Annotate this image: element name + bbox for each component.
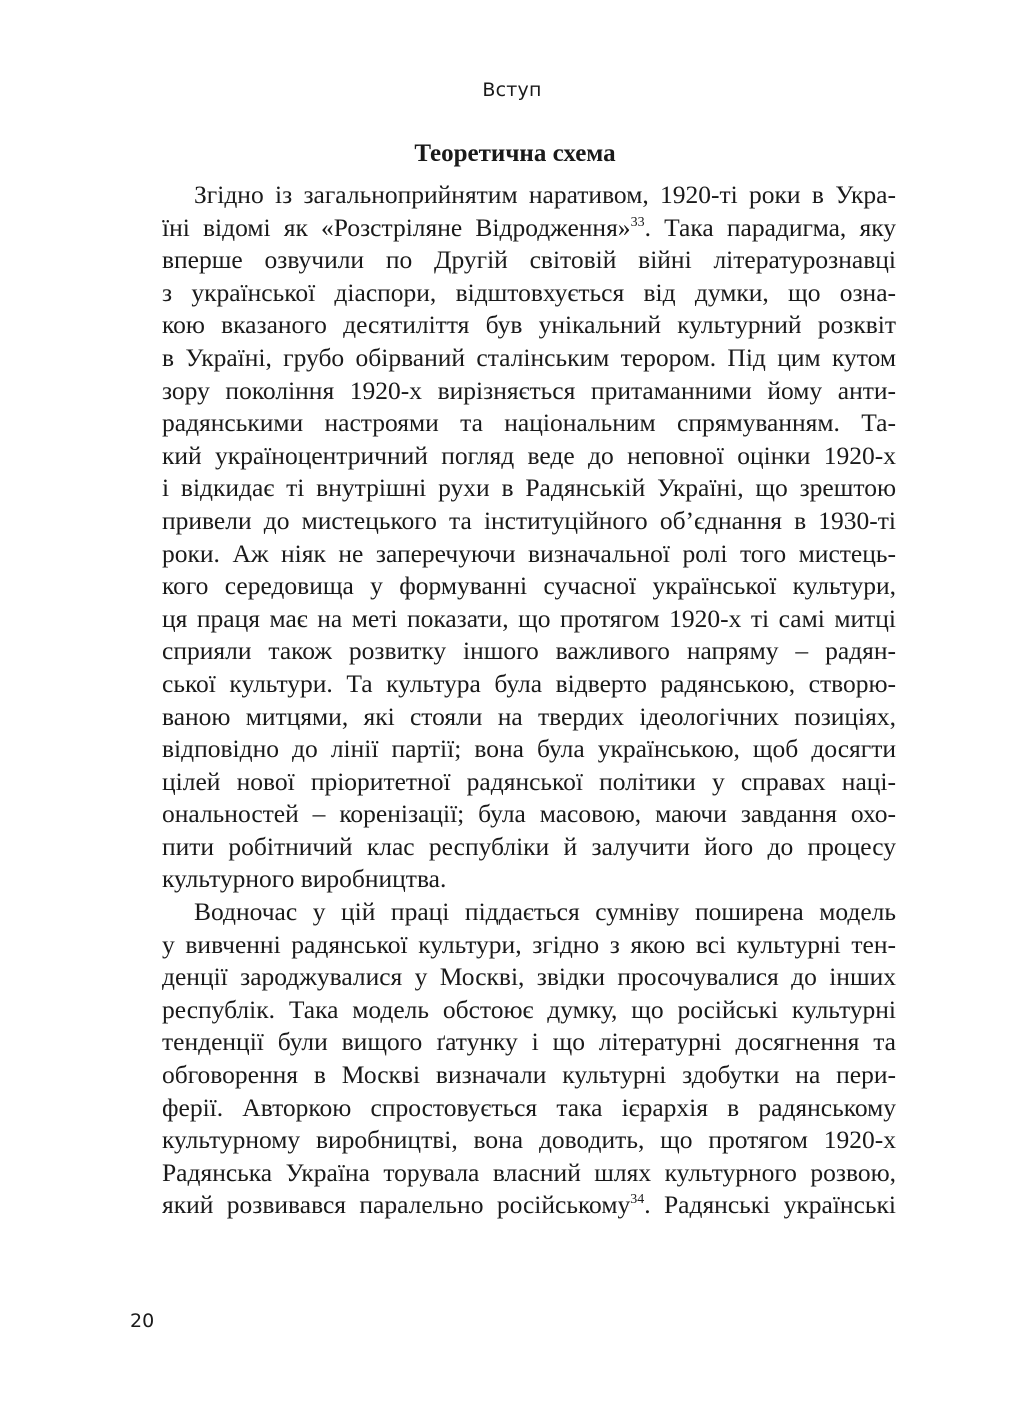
- text-line: культурному виробництві, вона доводить, що протягом 1920-х: [162, 1125, 896, 1155]
- footnote-ref-33[interactable]: 33: [630, 214, 645, 230]
- text-span: їні відомі як «Розстріляне Відродження»: [162, 212, 631, 242]
- text-line: Водночас у цій праці піддається сумніву поширена модель: [194, 897, 896, 927]
- text-line: кого середовища у формуванні сучасної української культури,: [162, 571, 896, 601]
- text-span: який розвивався паралельно російському: [162, 1190, 631, 1220]
- text-line: з української діаспори, відштовхується від думки, що озна-: [162, 277, 896, 307]
- text-line: Згідно із загальноприйнятим наративом, 1920-ті роки в Укра-: [194, 180, 896, 209]
- text-line-with-footnote: [130, 212, 896, 245]
- text-line: обговорення в Москві визначали культурні здобутки на пери-: [162, 1060, 896, 1090]
- text-line: привели до мистецького та інституційного об’єднання в 1930-ті: [162, 505, 896, 535]
- text-span: . Радянські українські: [644, 1190, 896, 1220]
- text-line: кою вказаного десятиліття був унікальний культурний розквіт: [162, 310, 896, 340]
- text-line: ця праця має на меті показати, що протягом 1920-х ті самі митці: [162, 603, 896, 633]
- text-line: ської культури. Та культура була відверто радянською, створю-: [162, 668, 896, 698]
- footnote-ref-34[interactable]: 34: [630, 1192, 645, 1208]
- text-line: тенденції були вищого ґатунку і що літературні досягнення та: [162, 1027, 896, 1057]
- text-line: вперше озвучили по Другій світовій війні літературознавці: [162, 245, 896, 275]
- text-line: республік. Така модель обстоює думку, що російські культурні: [162, 994, 896, 1024]
- text-span: . Така парадигма, яку: [644, 212, 896, 242]
- text-line: денції зароджувалися у Москві, звідки просочувалися до інших: [162, 962, 896, 992]
- text-line: сприяли також розвитку іншого важливого напряму – радян-: [162, 636, 896, 666]
- text-line: ональностей – коренізації; була масовою, маючи завдання охо-: [162, 799, 896, 829]
- section-title: Теоретична схема: [414, 140, 616, 167]
- text-line: роки. Аж ніяк не заперечуючи визначальної ролі того мистець-: [162, 538, 896, 568]
- text-line: Радянська Україна торувала власний шлях культурного розвою,: [162, 1157, 896, 1187]
- text-line: у вивченні радянської культури, згідно з якою всі культурні тен-: [162, 929, 896, 959]
- text-line: культурного виробництва.: [162, 864, 447, 894]
- text-line: пити робітничий клас республіки й залучити його до процесу: [162, 831, 896, 861]
- text-line: цілей нової пріоритетної радянської політики у справах наці-: [162, 766, 896, 796]
- text-line: в Україні, грубо обірваний сталінським терором. Під цим кутом: [162, 342, 896, 372]
- paragraph-1: [130, 179, 896, 896]
- text-line-with-footnote: [130, 1189, 896, 1222]
- page-number: 20: [130, 1310, 155, 1332]
- text-line: кий україноцентричний погляд веде до неповної оцінки 1920-х: [162, 440, 896, 470]
- paragraph-2: [130, 896, 896, 1222]
- text-line: зору покоління 1920-х вирізняється притаманними йому анти-: [162, 375, 896, 405]
- text-line: відповідно до лінії партії; вона була українською, щоб досягти: [162, 734, 896, 764]
- text-line: і відкидає ті внутрішні рухи в Радянській Україні, що зрештою: [162, 473, 896, 503]
- text-line: ваною митцями, які стояли на твердих ідеологічних позиціях,: [162, 701, 896, 731]
- text-line: ферії. Авторкою спростовується така ієрархія в радянському: [162, 1092, 896, 1122]
- page-body: [130, 138, 896, 1222]
- running-header: Вступ: [482, 79, 542, 101]
- text-line: радянськими настроями та національним спрямуванням. Та-: [162, 408, 896, 438]
